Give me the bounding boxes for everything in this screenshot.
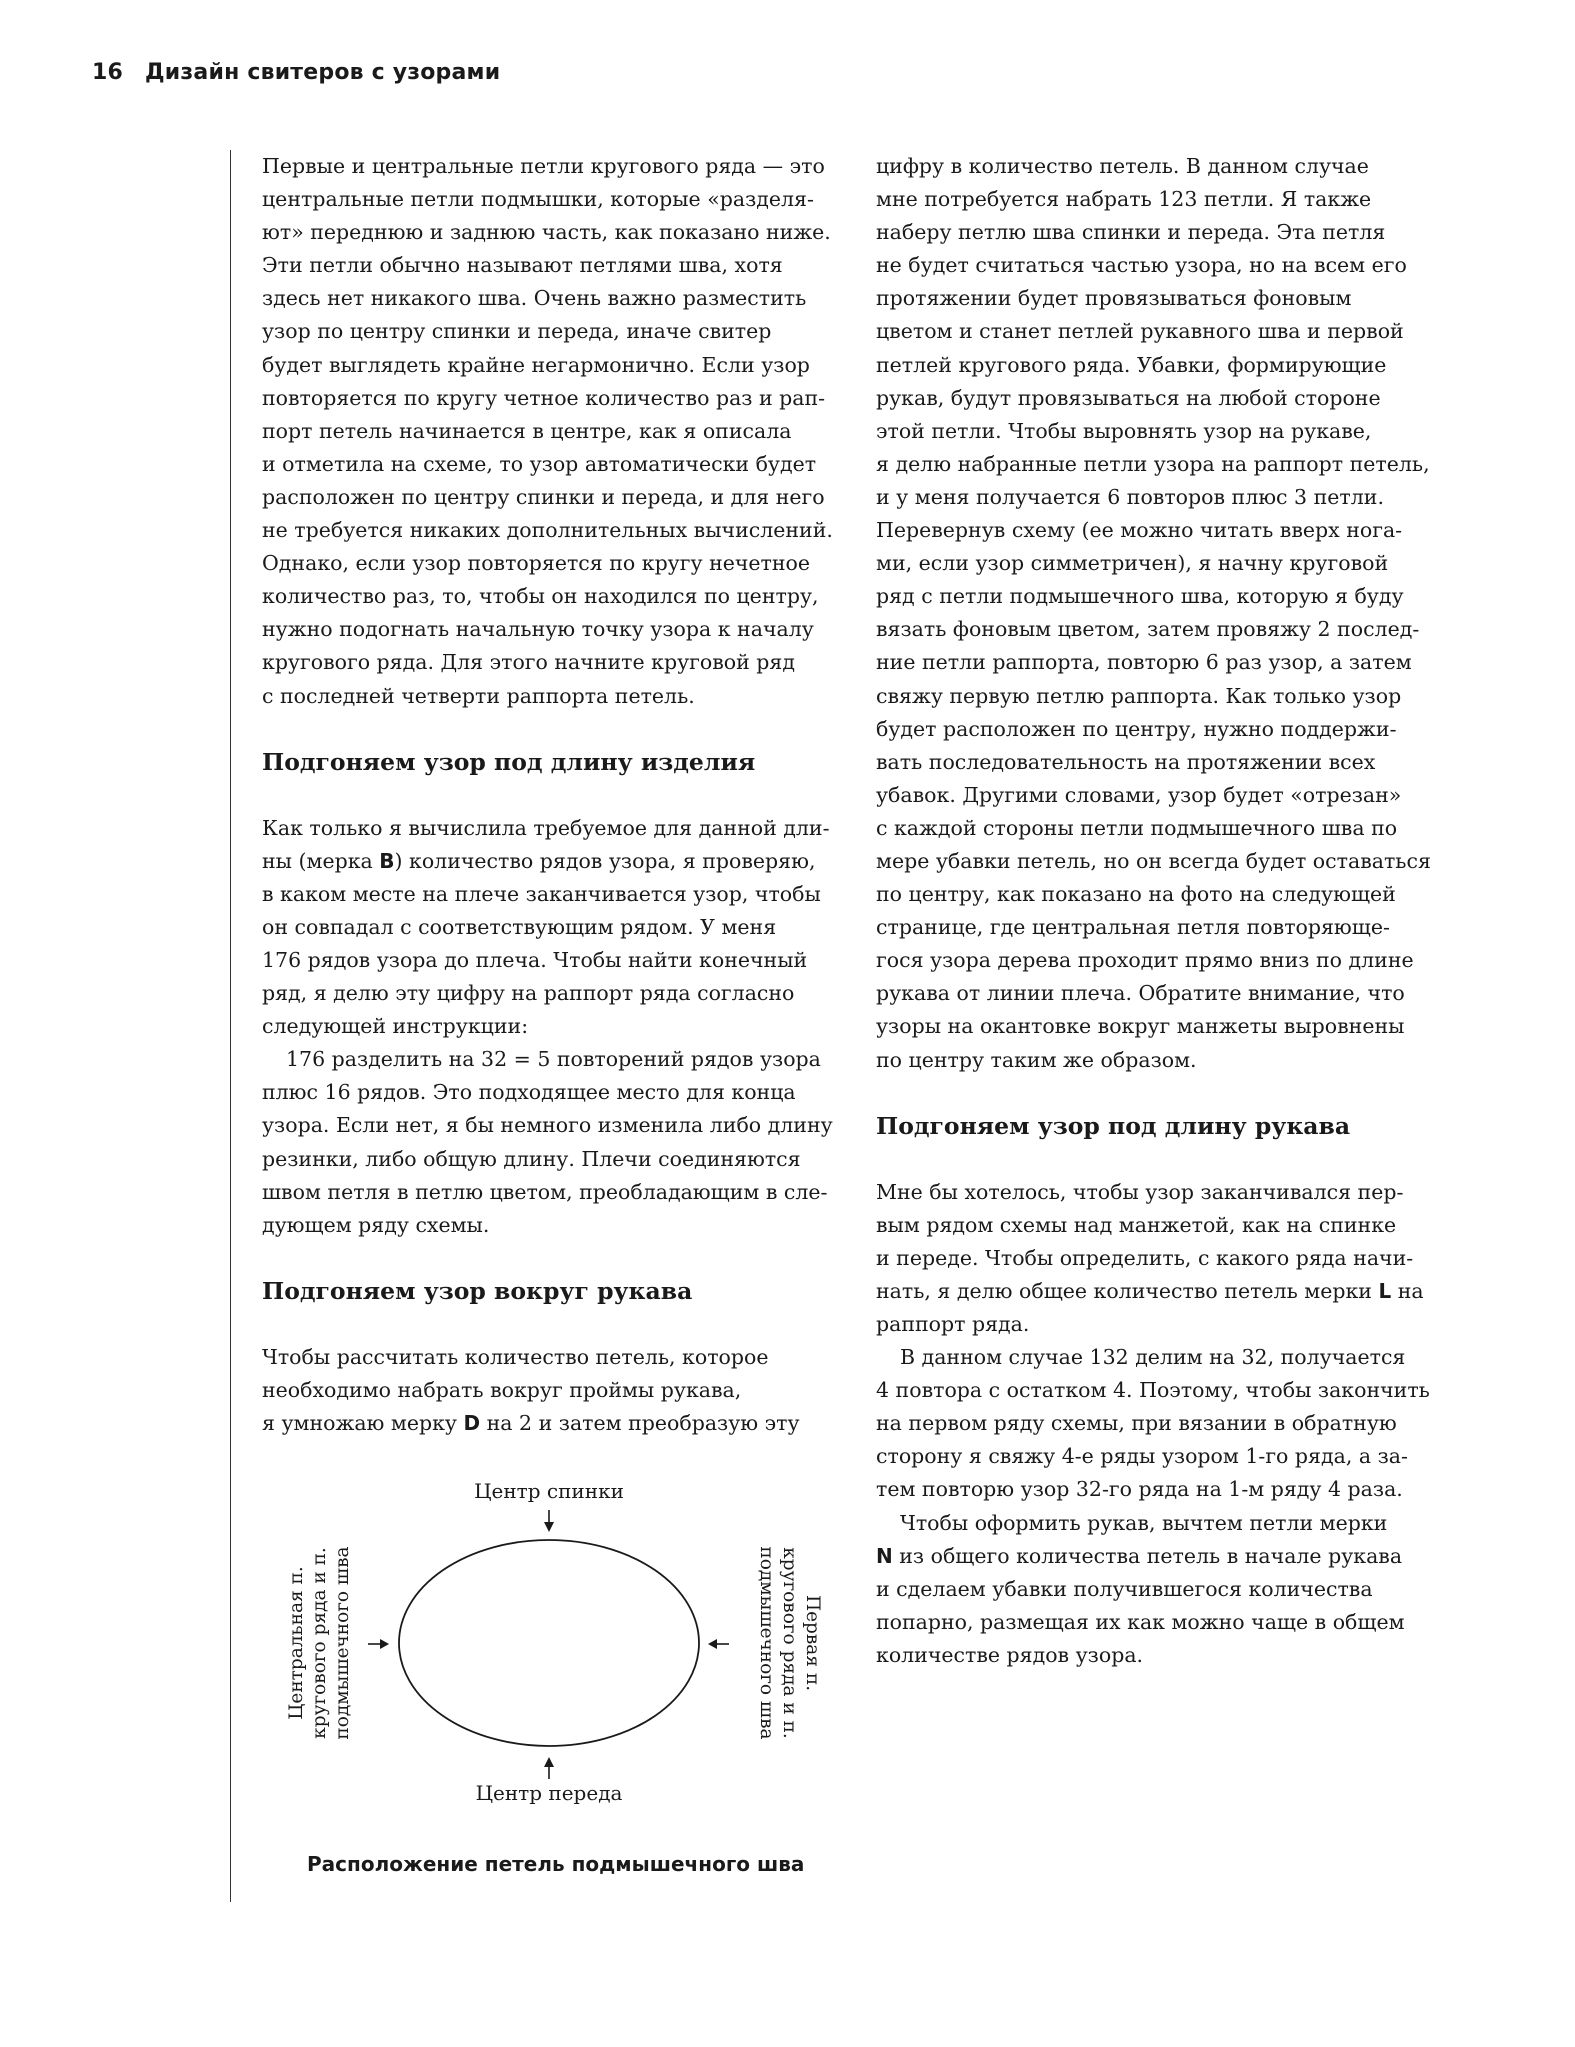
arrow-right-icon [368,1639,389,1649]
text-line: в каком месте на плече заканчивается узор, чтобы [262,881,821,906]
text-line: я делю набранные петли узора на раппорт петель, [876,451,1430,476]
section-heading-sleeve-length: Подгоняем узор под длину рукава [876,1111,1351,1140]
text-line: центральные петли подмышки, которые «разделя- [262,187,814,212]
left-label-line-1: Центральная п. [286,1566,307,1720]
text-line: по центру таким же образом. [876,1047,1197,1072]
left-paragraph-1 [262,150,832,713]
text-line: убавок. Другими словами, узор будет «отрезан» [876,782,1402,807]
right-column [876,150,1431,1672]
seam-placement-diagram [262,1480,832,1900]
text-line: рукава от линии плеча. Обратите внимание, что [876,981,1405,1006]
text-line: мере убавки петель, но он всегда будет оставаться [876,848,1431,873]
text-line: дующем ряду схемы. [262,1212,490,1237]
text-line: нужно подогнать начальную точку узора к началу [262,617,814,642]
section-heading-length: Подгоняем узор под длину изделия [262,747,756,776]
text-line: и переде. Чтобы определить, с какого ряда начи- [876,1245,1414,1270]
text-line: ряд, я делю эту цифру на раппорт ряда согласно [262,981,795,1006]
text-line: 4 повтора с остатком 4. Поэтому, чтобы закончить [876,1378,1430,1403]
text-line: швом петля в петлю цветом, преобладающим в сле- [262,1179,828,1204]
left-label-line-3: подмышечного шва [332,1546,353,1740]
text-line: Первые и центральные петли кругового ряда — это [262,154,825,178]
text-line: и у меня получается 6 повторов плюс 3 петли. [876,484,1384,509]
text-line: ние петли раппорта, повторю 6 раз узор, а затем [876,650,1412,675]
text-line: ряд с петли подмышечного шва, которую я буду [876,584,1404,609]
figure-caption: Расположение петель подмышечного шва [307,1852,805,1876]
text-line: узора. Если нет, я бы немного изменила либо длину [262,1113,833,1138]
text-line: кругового ряда. Для этого начните круговой ряд [262,650,795,675]
text-line: по центру, как показано на фото на следующей [876,882,1396,907]
text-line [262,845,832,878]
text-fragment: из общего количества петель в начале рукава [892,1543,1403,1568]
text-line: следующей инструкции: [262,1014,529,1039]
running-head [92,60,500,85]
text-line: попарно, размещая их как можно чаще в общем [876,1609,1405,1634]
text-line: гося узора дерева проходит прямо вниз по длине [876,948,1414,973]
left-column [262,150,832,1440]
text-line: будет расположен по центру, нужно поддержи- [876,716,1397,741]
text-line: цветом и станет петлей рукавного шва и первой [876,319,1404,344]
left-label-line-2: кругового ряда и п. [309,1547,330,1739]
margin-rule [230,150,231,1902]
text-line: не требуется никаких дополнительных вычислений. [262,518,833,543]
measure-d: D [463,1411,481,1435]
text-line: количестве рядов узора. [876,1642,1144,1667]
text-line: 176 разделить на 32 = 5 повторений рядов узора [286,1047,821,1072]
text-line: Мне бы хотелось, чтобы узор заканчивался пер- [876,1179,1404,1204]
center-back-label: Центр спинки [474,1480,624,1503]
round-ellipse [399,1540,699,1746]
text-line: наберу петлю шва спинки и переда. Эта петля [876,220,1386,245]
text-line: Как только я вычислила требуемое для данной дли- [262,815,830,840]
center-front-label: Центр переда [475,1781,623,1805]
text-fragment: на [1391,1278,1424,1303]
text-line: ми, если узор симметричен), я начну круговой [876,551,1389,576]
right-label-line-3: подмышечного шва [756,1546,777,1740]
text-line: не будет считаться частью узора, но на всем его [876,253,1407,278]
text-line [876,1540,1424,1573]
section-heading-sleeve-around: Подгоняем узор вокруг рукава [262,1276,693,1305]
arrow-up-icon [544,1757,554,1779]
text-fragment: я умножаю мерку [262,1411,464,1435]
text-line: будет выглядеть крайне негармонично. Если узор [262,352,810,377]
text-line: раппорт ряда. [876,1312,1030,1336]
left-paragraph-3 [262,1043,832,1242]
page-number: 16 [92,60,124,85]
text-line: узоры на окантовке вокруг манжеты выровнены [876,1014,1405,1039]
measure-l: L [1378,1278,1392,1303]
text-fragment: нать, я делю общее количество петель мерки [876,1278,1379,1303]
right-paragraph-3 [876,1341,1430,1506]
text-line: цифру в количество петель. В данном случае [876,154,1369,178]
text-line: расположен по центру спинки и переда, и для него [262,484,825,509]
right-paragraph-4 [876,1507,1424,1672]
text-line: узор по центру спинки и переда, иначе свитер [262,319,772,344]
right-label-line-2: кругового ряда и п. [779,1547,800,1739]
text-line: петлей кругового ряда. Убавки, формирующие [876,352,1387,377]
measure-n: N [876,1543,893,1568]
text-line: Однако, если узор повторяется по кругу нечетное [262,551,811,576]
text-line: он совпадал с соответствующим рядом. У меня [262,914,777,939]
diagram-svg [262,1480,832,1840]
text-line: повторяется по кругу четное количество раз и рап- [262,385,826,410]
text-line: Перевернув схему (ее можно читать вверх нога- [876,518,1403,543]
arrow-down-icon [544,1510,554,1532]
text-line: на первом ряду схемы, при вязании в обратную [876,1411,1397,1436]
text-line: вым рядом схемы над манжетой, как на спинке [876,1212,1397,1237]
text-line: протяжении будет провязываться фоновым [876,286,1352,311]
text-line: свяжу первую петлю раппорта. Как только узор [876,683,1402,708]
left-paragraph-2 [262,812,832,1044]
text-fragment: на 2 и затем преобразую эту [480,1411,800,1435]
arrow-left-icon [708,1639,729,1649]
text-line: В данном случае 132 делим на 32, получается [900,1345,1406,1370]
text-line: плюс 16 рядов. Это подходящее место для конца [262,1080,796,1105]
text-line: Эти петли обычно называют петлями шва, хотя [262,253,783,278]
measure-b: B [379,848,395,873]
text-line [876,1275,1424,1308]
text-line: и сделаем убавки получившегося количества [876,1576,1373,1601]
text-line: 176 рядов узора до плеча. Чтобы найти конечный [262,947,808,972]
right-side-label [756,1546,823,1739]
left-paragraph-4 [262,1341,832,1440]
text-line: сторону я свяжу 4-е ряды узором 1-го ряда, а за- [876,1444,1408,1469]
text-line: порт петель начинается в центре, как я описала [262,418,792,443]
text-line: и отметила на схеме, то узор автоматически будет [262,451,817,476]
text-line: резинки, либо общую длину. Плечи соединяются [262,1146,801,1171]
text-fragment: ны (мерка [262,848,380,873]
book-title: Дизайн свитеров с узорами [145,60,501,85]
text-line: ют» переднюю и заднюю часть, как показано ниже. [262,220,831,245]
text-line: вать последовательность на протяжении всех [876,749,1376,774]
text-line: мне потребуется набрать 123 петли. Я также [876,187,1372,212]
text-line: количество раз, то, чтобы он находился по центру, [262,584,819,609]
text-line [262,1407,832,1440]
text-line: рукав, будут провязываться на любой стороне [876,385,1381,410]
text-line: вязать фоновым цветом, затем провяжу 2 послед- [876,617,1420,642]
right-label-line-1: Первая п. [802,1594,823,1692]
text-line: Чтобы оформить рукав, вычтем петли мерки [900,1510,1388,1535]
text-line: странице, где центральная петля повторяюще- [876,915,1390,940]
left-side-label [286,1546,353,1739]
right-paragraph-2 [876,1176,1424,1341]
text-line: Чтобы рассчитать количество петель, которое [262,1344,769,1369]
text-line: с каждой стороны петли подмышечного шва по [876,815,1398,840]
text-fragment: ) количество рядов узора, я проверяю, [394,848,816,873]
text-line: здесь нет никакого шва. Очень важно разместить [262,286,807,311]
right-paragraph-1 [876,150,1431,1077]
text-line: необходимо набрать вокруг проймы рукава, [262,1377,742,1402]
text-line: этой петли. Чтобы выровнять узор на рукаве, [876,418,1372,443]
text-line: с последней четверти раппорта петель. [262,683,695,708]
text-line: тем повторю узор 32-го ряда на 1-м ряду 4 раза. [876,1477,1403,1502]
